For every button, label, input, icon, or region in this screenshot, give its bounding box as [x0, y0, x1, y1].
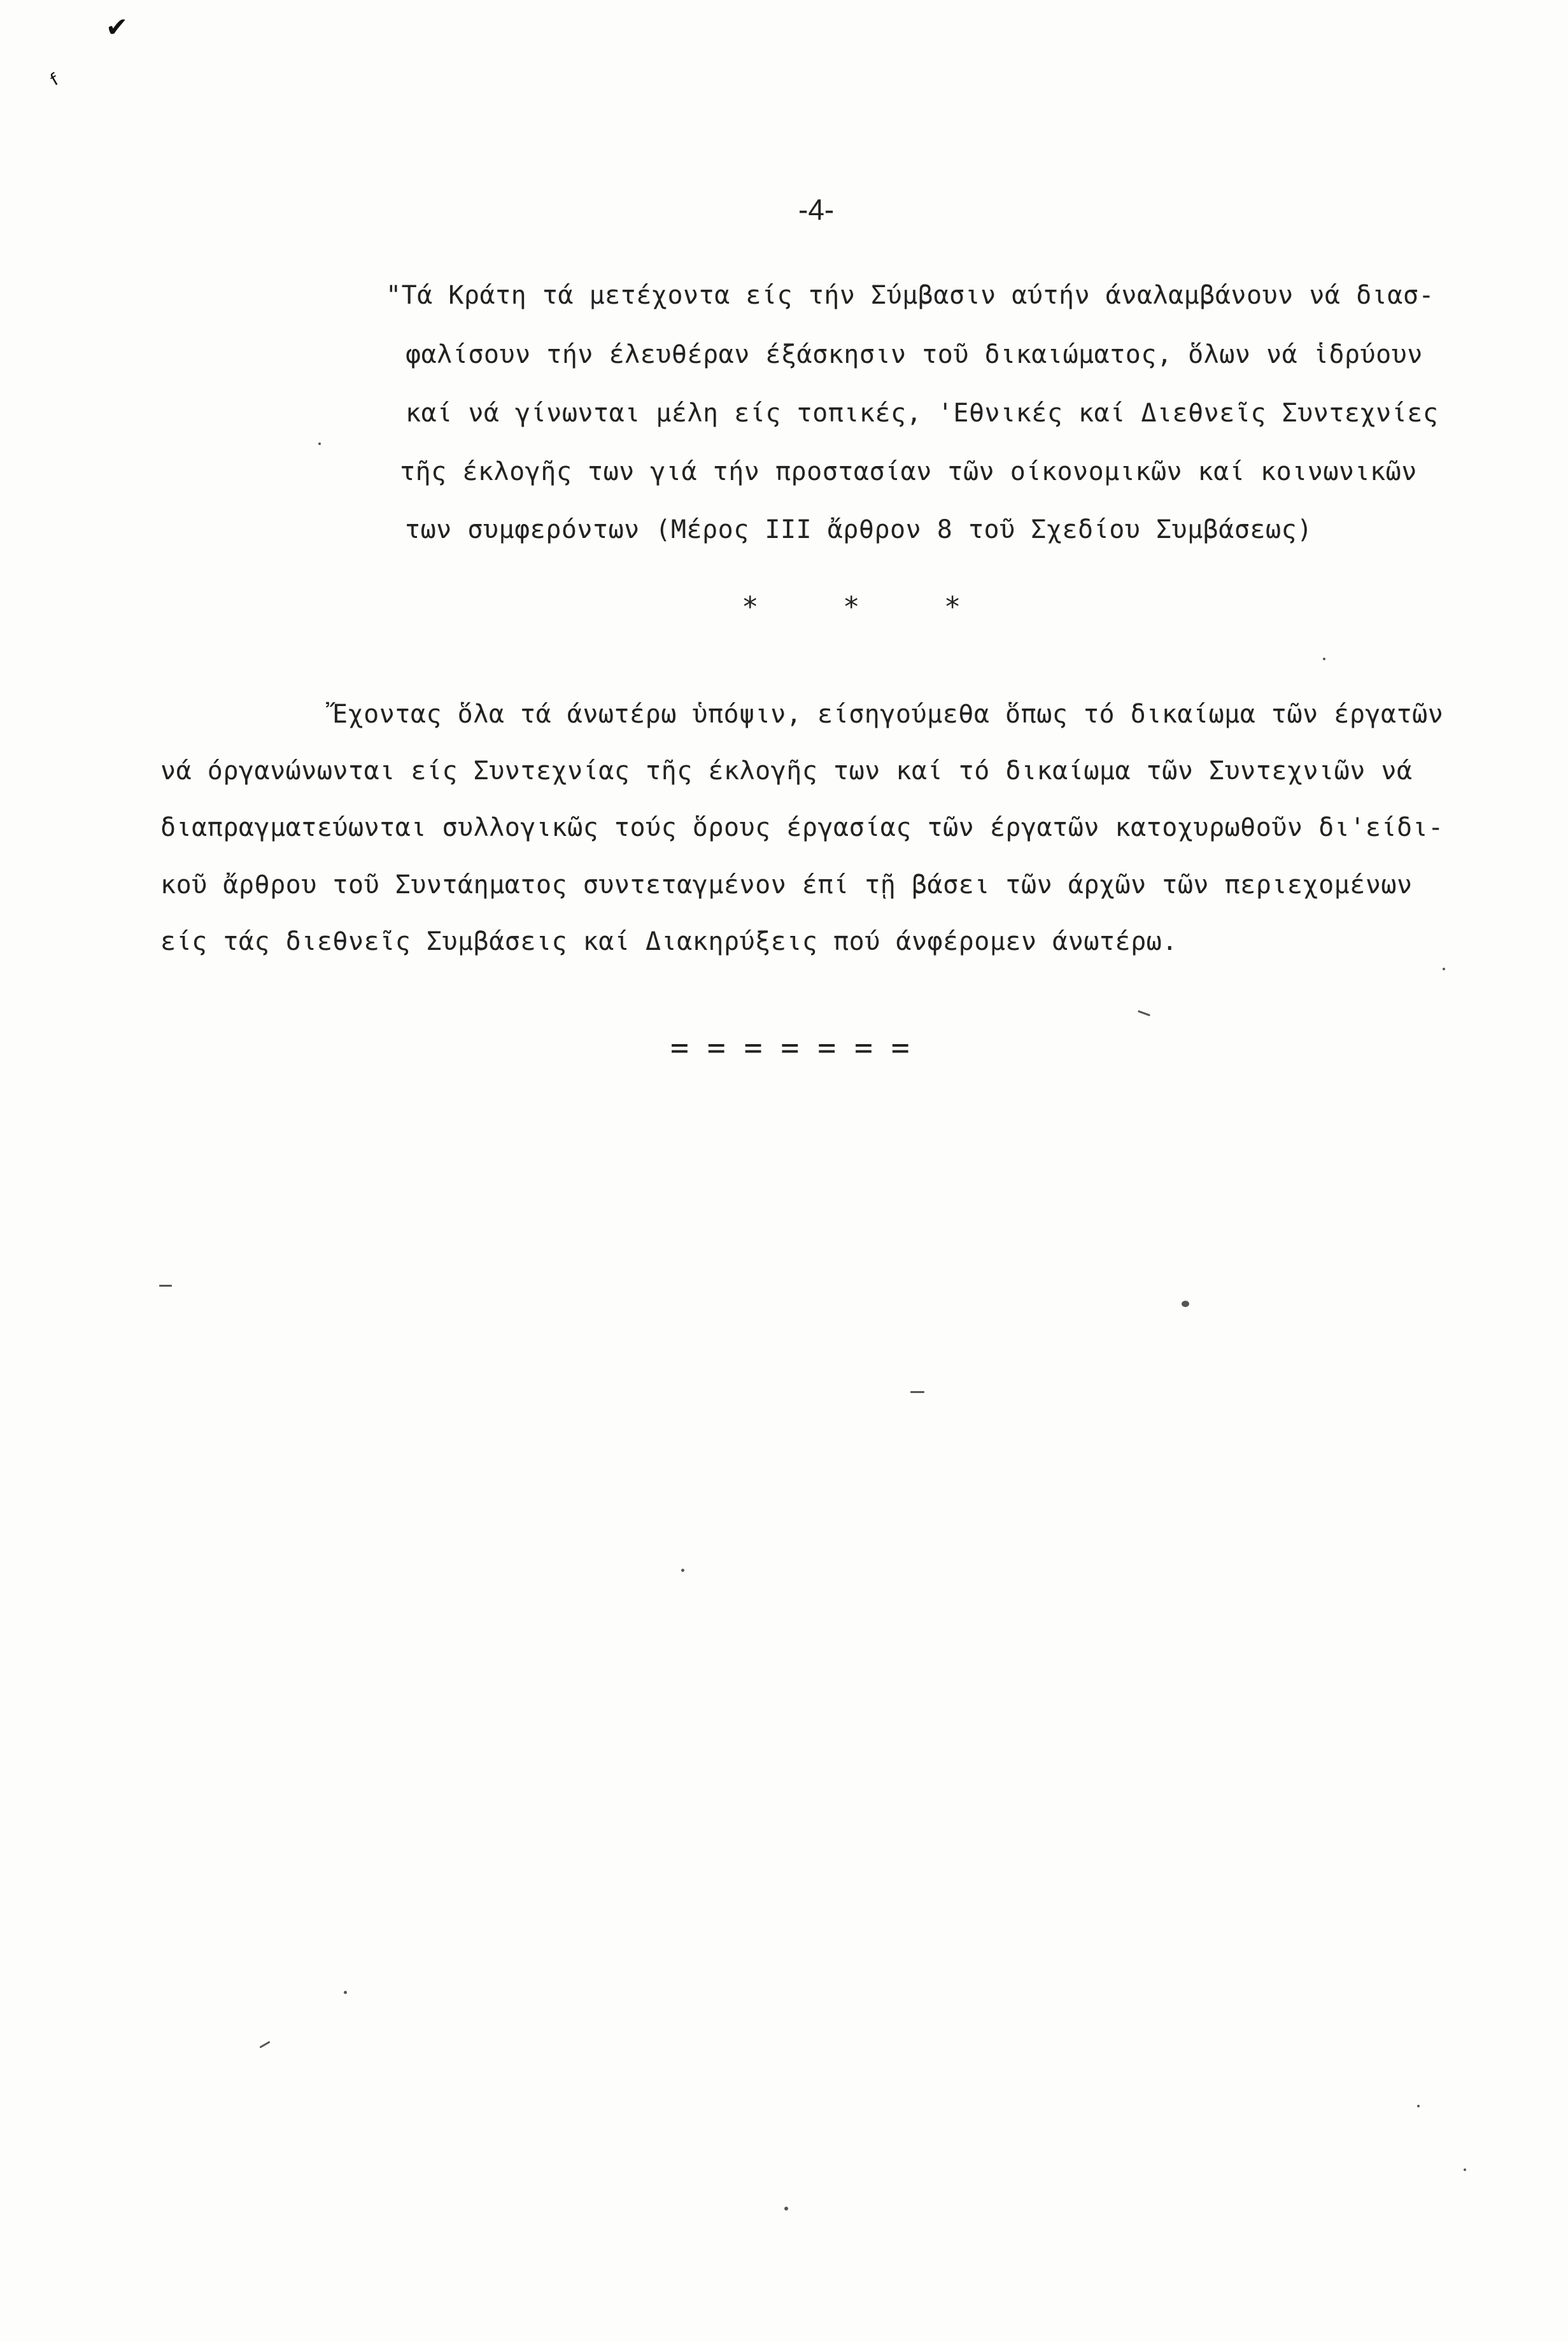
page-number: -4-: [798, 193, 835, 226]
scribble-mark: ᶠ: [45, 66, 71, 101]
scan-speck: [1417, 2105, 1420, 2107]
scan-speck: [1443, 968, 1445, 970]
scan-speck: [1323, 658, 1325, 660]
conclusion-line: κοῦ ἄρθρου τοῦ Συντάηματος συντεταγμένον έπί τῇ βάσει τῶν άρχῶν τῶν περιεχομένων: [160, 870, 1413, 900]
conclusion-line: νά όργανώνωνται είς Συντεχνίας τῆς έκλογῆς των καί τό δικαίωμα τῶν Συντεχνιῶν νά: [160, 756, 1413, 786]
scan-speck: [910, 1391, 924, 1393]
conclusion-line: διαπραγματεύωνται συλλογικῶς τούς ὅρους έργασίας τῶν έργατῶν κατοχυρωθοῦν δι'είδι-: [160, 813, 1444, 842]
quote-line: των συμφερόντων (Μέρος ΙΙΙ ἄρθρον 8 τοῦ Σχεδίου Συμβάσεως): [405, 515, 1313, 544]
check-mark: ✔: [106, 11, 129, 43]
scan-speck: [1138, 1010, 1150, 1017]
quote-line: "Τά Κράτη τά μετέχοντα είς τήν Σύμβασιν αύτήν άναλαμβάνουν νά διασ-: [386, 281, 1434, 310]
scan-speck: [1182, 1301, 1189, 1307]
scan-speck: [259, 2041, 270, 2049]
conclusion-line: είς τάς διεθνεῖς Συμβάσεις καί Διακηρύξεις πού άνφέρομεν άνωτέρω.: [160, 927, 1178, 956]
scan-speck: [344, 1991, 347, 1994]
scan-speck: [159, 1285, 172, 1287]
scan-speck: [784, 2207, 788, 2210]
scan-speck: [318, 442, 321, 445]
quote-line: φαλίσουν τήν έλευθέραν έξάσκησιν τοῦ δικαιώματος, ὅλων νά ἱδρύουν: [406, 340, 1423, 369]
conclusion-line: Ἔχοντας ὅλα τά άνωτέρω ὑπόψιν, είσηγούμεθα ὅπως τό δικαίωμα τῶν έργατῶν: [332, 700, 1444, 729]
quote-line: καί νά γίνωνται μέλη είς τοπικές, 'Εθνικές καί Διεθνεῖς Συντεχνίες: [406, 399, 1439, 428]
section-separator: * * *: [742, 591, 961, 623]
quote-line: τῆς έκλογῆς των γιά τήν προστασίαν τῶν οίκονομικῶν καί κοινωνικῶν: [400, 457, 1417, 486]
scan-speck: [681, 1569, 684, 1572]
end-separator: = = = = = = =: [670, 1030, 910, 1066]
scan-speck: [1464, 2168, 1466, 2171]
